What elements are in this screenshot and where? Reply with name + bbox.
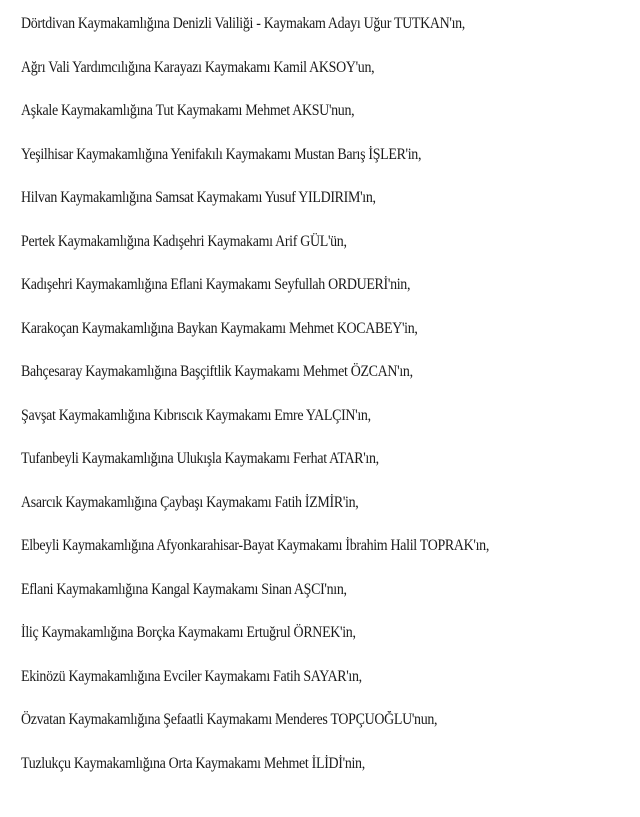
- appointment-line: Kadışehri Kaymakamlığına Eflani Kaymakamı Seyfullah ORDUERİ'nin,: [21, 276, 411, 293]
- appointment-list: [21, 14, 621, 797]
- appointment-line: Hilvan Kaymakamlığına Samsat Kaymakamı Yusuf YILDIRIM'ın,: [21, 189, 376, 206]
- appointment-line: Ekinözü Kaymakamlığına Evciler Kaymakamı Fatih SAYAR'ın,: [21, 667, 362, 685]
- appointment-line: Pertek Kaymakamlığına Kadışehri Kaymakamı Arif GÜL'ün,: [21, 232, 347, 250]
- appointment-line: Karakoçan Kaymakamlığına Baykan Kaymakamı Mehmet KOCABEY'in,: [21, 319, 418, 337]
- appointment-line: Aşkale Kaymakamlığına Tut Kaymakamı Mehmet AKSU'nun,: [21, 102, 355, 119]
- appointment-line: Özvatan Kaymakamlığına Şefaatli Kaymakamı Menderes TOPÇUOĞLU'nun,: [21, 711, 438, 728]
- appointment-line: Tuzlukçu Kaymakamlığına Orta Kaymakamı Mehmet İLİDİ'nin,: [21, 754, 365, 772]
- appointment-line: Yeşilhisar Kaymakamlığına Yenifakılı Kaymakamı Mustan Barış İŞLER'in,: [21, 145, 422, 163]
- appointment-line: Bahçesaray Kaymakamlığına Başçiftlik Kaymakamı Mehmet ÖZCAN'ın,: [21, 363, 413, 380]
- appointment-line: Elbeyli Kaymakamlığına Afyonkarahisar-Bayat Kaymakamı İbrahim Halil TOPRAK'ın,: [21, 537, 489, 554]
- appointment-line: Ağrı Vali Yardımcılığına Karayazı Kaymakamı Kamil AKSOY'un,: [21, 58, 375, 76]
- appointment-line: Asarcık Kaymakamlığına Çaybaşı Kaymakamı Fatih İZMİR'in,: [21, 493, 359, 511]
- appointment-line: Şavşat Kaymakamlığına Kıbrıscık Kaymakamı Emre YALÇIN'ın,: [21, 406, 371, 424]
- appointment-line: İliç Kaymakamlığına Borçka Kaymakamı Ertuğrul ÖRNEK'in,: [21, 624, 356, 641]
- appointment-line: Eflani Kaymakamlığına Kangal Kaymakamı Sinan AŞCI'nın,: [21, 580, 347, 598]
- appointment-line: Dörtdivan Kaymakamlığına Denizli Valiliği - Kaymakam Adayı Uğur TUTKAN'ın,: [21, 15, 465, 32]
- appointment-line: Tufanbeyli Kaymakamlığına Ulukışla Kaymakamı Ferhat ATAR'ın,: [21, 450, 379, 467]
